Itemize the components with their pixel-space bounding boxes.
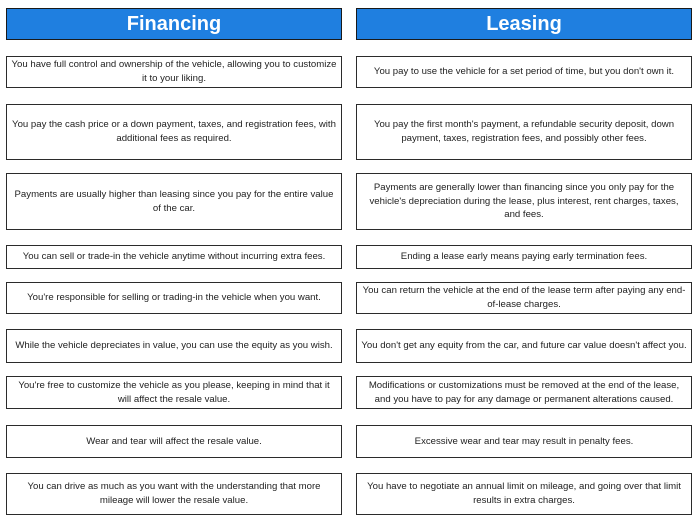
leasing-row-end-of-term: You can return the vehicle at the end of the lease term after paying any end-of-lease charges. xyxy=(356,282,692,314)
financing-row-equity: While the vehicle depreciates in value, you can use the equity as you wish. xyxy=(6,329,342,363)
financing-row-selling: You can sell or trade-in the vehicle anytime without incurring extra fees. xyxy=(6,245,342,269)
financing-row-end-of-term: You're responsible for selling or trading-in the vehicle when you want. xyxy=(6,282,342,314)
leasing-row-mileage: You have to negotiate an annual limit on mileage, and going over that limit results in extra charges. xyxy=(356,473,692,515)
leasing-row-equity: You don't get any equity from the car, and future car value doesn't affect you. xyxy=(356,329,692,363)
leasing-row-upfront-costs: You pay the first month's payment, a refundable security deposit, down payment, taxes, registration fees, and possibly other fees. xyxy=(356,104,692,160)
leasing-row-ownership: You pay to use the vehicle for a set period of time, but you don't own it. xyxy=(356,56,692,88)
financing-header: Financing xyxy=(6,8,342,40)
financing-row-wear-and-tear: Wear and tear will affect the resale value. xyxy=(6,425,342,458)
leasing-row-wear-and-tear: Excessive wear and tear may result in penalty fees. xyxy=(356,425,692,458)
financing-row-upfront-costs: You pay the cash price or a down payment, taxes, and registration fees, with additional fees as required. xyxy=(6,104,342,160)
leasing-row-customization: Modifications or customizations must be removed at the end of the lease, and you have to pay for any damage or permanent alterations caused. xyxy=(356,376,692,409)
financing-row-customization: You're free to customize the vehicle as you please, keeping in mind that it will affect the resale value. xyxy=(6,376,342,409)
leasing-header: Leasing xyxy=(356,8,692,40)
financing-row-mileage: You can drive as much as you want with the understanding that more mileage will lower the resale value. xyxy=(6,473,342,515)
leasing-row-early-termination: Ending a lease early means paying early termination fees. xyxy=(356,245,692,269)
leasing-row-payments: Payments are generally lower than financing since you only pay for the vehicle's depreciation during the lease, plus interest, rent charges, taxes, and fees. xyxy=(356,173,692,230)
financing-row-ownership: You have full control and ownership of the vehicle, allowing you to customize it to your liking. xyxy=(6,56,342,88)
financing-row-payments: Payments are usually higher than leasing since you pay for the entire value of the car. xyxy=(6,173,342,230)
